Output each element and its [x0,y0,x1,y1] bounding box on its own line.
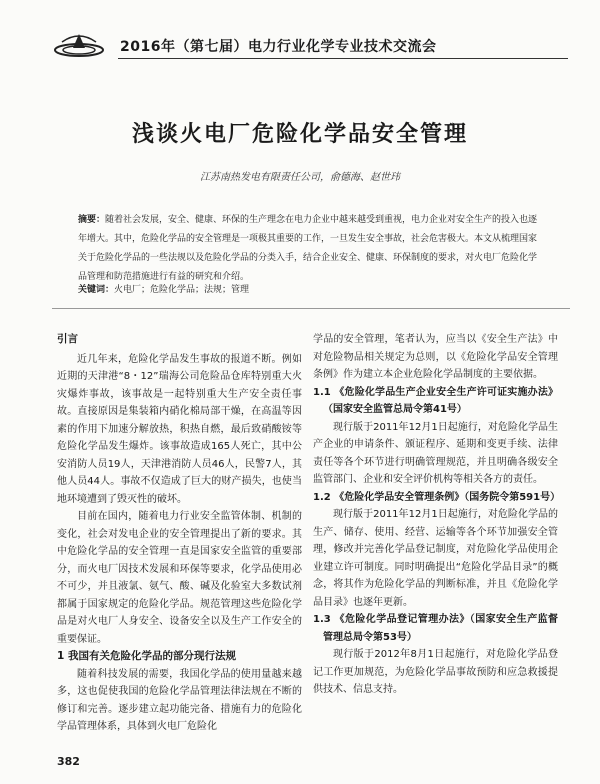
keywords-text: 火电厂；危险化学品；法规；管理 [114,285,250,295]
subsection-heading: 1.2 《危险化学品安全管理条例》（国务院令第591号） [313,491,561,503]
header-title: 2016年（第七届）电力行业化学专业技术交流会 [120,39,437,55]
conference-logo-icon [52,30,106,60]
abstract-label: 摘要： [78,215,106,225]
article-title: 浅谈火电厂危险化学品安全管理 [131,122,468,147]
subsection-heading: 1.3 《危险化学品登记管理办法》（国家安全生产监督管理总局令第53号） [313,614,558,643]
left-column [57,331,302,736]
paragraph: 现行版于2011年12月1日起施行，对危险化学品的生产、储存、使用、经营、运输等各个环节加强安全管理，修改并完善化学品登记制度，对危险化学品使用企业建立许可制度。同时明确提出“危险化学品目录”的概念，将其作为危险化学品的判断标准，并且《危险化学品目录》也逐年更新。 [313,509,558,608]
article-authors: 江苏南热发电有限责任公司，俞德海、赵世玮 [200,172,400,183]
right-column [313,331,561,699]
intro-heading: 引言 [57,333,78,345]
section-heading: 1 我国有关危险化学品的部分现行法规 [57,650,236,662]
paragraph: 学品的安全管理，笔者认为，应当以《安全生产法》中对危险物品相关规定为总则，以《危险化学品安全管理条例》作为建立本企业危险化学品制度的主要依据。 [313,334,558,380]
paragraph: 随着科技发展的需要，我国化学品的使用量越来越多，这也促使我国的危险化学品管理法律法规在不断的修订和完善。逐步建立起功能完备、措施有力的危险化学品管理体系，具体到火电厂危险化 [57,668,302,732]
paragraph: 目前在国内，随着电力行业安全监管体制、机制的变化，社会对发电企业的安全管理提出了新的要求。其中危险化学品的安全管理一直是国家安全监管的重要部分，而火电厂因技术发展和环保等要求，化学品使用必不可少，并且液氯、氨气、酸、碱及化验室大多数试剂都属于国家规定的危险化学品。规范管理这些危险化学品是对火电厂人身安全、设备安全以及生产工作安全的重要保证。 [57,511,302,645]
divider [52,308,570,309]
header-rule [118,58,568,59]
paragraph: 现行版于2011年12月1日起施行，对危险化学品生产企业的申请条件、颁证程序、延期和变更手续、法律责任等各个环节进行明确管理规范，并且明确各级安全监管部门、企业和安全评价机构等相关各方的责任。 [313,421,558,485]
paragraph: 近几年来，危险化学品发生事故的报道不断。例如近期的天津港“8・12”瑞海公司危险品仓库特别重大火灾爆炸事故，该事故是一起特别重大生产安全责任事故。直接原因是集装箱内硝化棉局部干燥，在高温等因素的作用下加速分解放热，积热自燃，最后致硝酸铵等危险化学品发生爆炸。该事故造成165人死亡，其中公安消防人员19人，天津港消防人员46人，民警7人，其他人员44人。事故不仅造成了巨大的财产损失，也使当地环境遭到了毁灭性的破坏。 [57,353,302,505]
keywords-label: 关键词： [78,285,115,295]
paragraph: 现行版于2012年8月1日起施行，对危险化学品登记工作更加规范，为危险化学品事故预防和应急救援提供技术、信息支持。 [313,649,558,695]
page-number: 382 [57,755,80,768]
subsection-heading: 1.1 《危险化学品生产企业安全生产许可证实施办法》（国家安全监管总局令第41号） [313,386,558,415]
abstract [78,211,540,287]
abstract-text: 随着社会发展，安全、健康、环保的生产理念在电力企业中越来越受到重视，电力企业对安全生产的投入也逐年增大。其中，危险化学品的安全管理是一项极其重要的工作，一旦发生安全事故，社会危害极大。本文从梳理国家关于危险化学品的一些法规以及危险化学品的分类入手，结合企业安全、健康、环保制度的要求，对火电厂危险化学品管理和防范措施进行有益的研究和介绍。 [78,215,538,282]
keywords [78,282,540,295]
